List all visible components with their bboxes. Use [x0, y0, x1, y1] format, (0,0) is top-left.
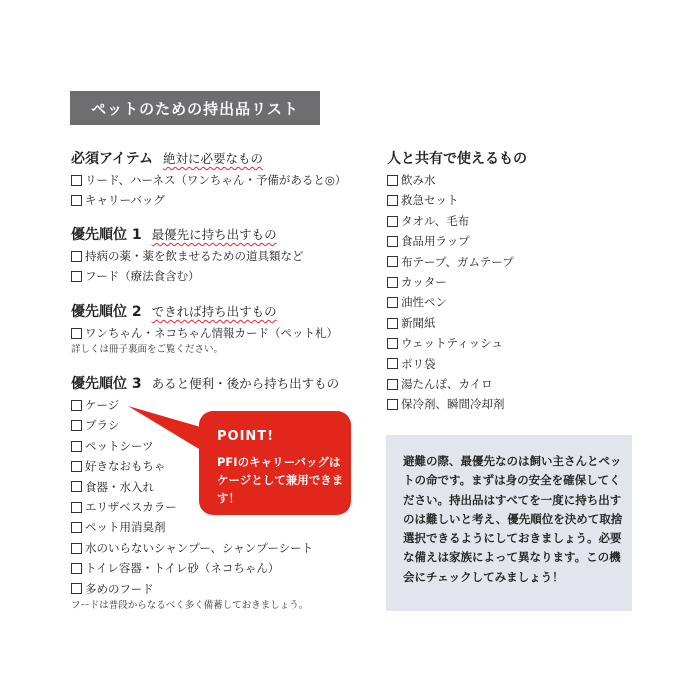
list-item[interactable]: 多めのフード: [71, 579, 339, 599]
checkbox[interactable]: [71, 251, 82, 262]
list-item[interactable]: 食器・水入れ: [71, 477, 339, 497]
list-item[interactable]: 油性ペン: [387, 292, 527, 312]
checkbox[interactable]: [71, 400, 82, 411]
page-title: ペットのための持出品リスト: [70, 91, 320, 125]
list-item[interactable]: エリザベスカラー: [71, 497, 339, 517]
section-note: フードは普段からなるべく多く備蓄しておきましょう。: [71, 600, 309, 612]
list-item[interactable]: 布テープ、ガムテープ: [387, 252, 527, 272]
list-item[interactable]: ケージ: [71, 395, 339, 415]
section-heading: 優先順位 3: [71, 376, 142, 392]
list-item[interactable]: トイレ容器・トイレ砂（ネコちゃん）: [71, 558, 339, 578]
list-item[interactable]: 飲み水: [387, 170, 527, 190]
checkbox[interactable]: [387, 338, 398, 349]
section-subtitle: できれば持ち出すもの: [151, 304, 277, 319]
checkbox[interactable]: [71, 420, 82, 431]
section-subtitle: あると便利・後から持ち出すもの: [151, 376, 340, 391]
point-text: PFIのキャリーバッグはケージとして兼用できます！: [217, 455, 344, 505]
checkbox[interactable]: [387, 236, 398, 247]
checkbox[interactable]: [387, 379, 398, 390]
checkbox[interactable]: [387, 216, 398, 227]
checkbox[interactable]: [71, 502, 82, 513]
list-item[interactable]: カッター: [387, 272, 527, 292]
list-item[interactable]: ウェットティッシュ: [387, 333, 527, 353]
checkbox[interactable]: [71, 175, 82, 186]
list-item[interactable]: 好きなおもちゃ: [71, 456, 339, 476]
list-item[interactable]: キャリーバッグ: [71, 190, 346, 210]
point-callout: [199, 411, 351, 515]
checkbox[interactable]: [71, 441, 82, 452]
checkbox[interactable]: [71, 271, 82, 282]
checkbox[interactable]: [387, 318, 398, 329]
callout-pointer: [128, 400, 208, 460]
checkbox[interactable]: [71, 461, 82, 472]
checkbox[interactable]: [71, 583, 82, 594]
checkbox[interactable]: [71, 563, 82, 574]
section-heading: 優先順位 2: [71, 304, 142, 320]
section-shared: [387, 148, 527, 415]
section-heading: 優先順位 1: [71, 227, 142, 243]
checkbox[interactable]: [387, 399, 398, 410]
list-item[interactable]: 新聞紙: [387, 313, 527, 333]
callout-tail: [128, 406, 204, 452]
checkbox[interactable]: [387, 175, 398, 186]
list-item[interactable]: 持病の薬・薬を飲ませるための道具類など: [71, 246, 304, 266]
advice-text: 避難の際、最優先なのは飼い主さんとペットの命です。まずは身の安全を確保してください。持出品はすべてを一度に持ち出すのは難しいと考え、優先順位を決めて取捨選択できるようにしておきましょう。必要な備えは家族によって異なります。この機会にチェックしてみましょう！: [403, 454, 623, 584]
checkbox[interactable]: [387, 195, 398, 206]
section-subtitle: 絶対に必要なもの: [163, 151, 264, 166]
list-item[interactable]: ペット用消臭剤: [71, 517, 339, 537]
advice-box: [386, 435, 632, 611]
list-item[interactable]: 救急セット: [387, 190, 527, 210]
section-heading: 必須アイテム: [71, 151, 154, 167]
checkbox[interactable]: [387, 277, 398, 288]
list-item[interactable]: ワンちゃん・ネコちゃん情報カード（ペット札）: [71, 323, 338, 343]
section-heading: 人と共有で使えるもの: [387, 151, 527, 167]
checkbox[interactable]: [71, 522, 82, 533]
point-title: POINT!: [217, 429, 275, 444]
list-item[interactable]: 湯たんぽ、カイロ: [387, 374, 527, 394]
checkbox[interactable]: [71, 328, 82, 339]
section-essential: [71, 148, 346, 211]
checkbox[interactable]: [387, 256, 398, 267]
list-item[interactable]: ペットシーツ: [71, 436, 339, 456]
list-item[interactable]: 水のいらないシャンプー、シャンプーシート: [71, 538, 339, 558]
checkbox[interactable]: [387, 358, 398, 369]
section-note: 詳しくは冊子裏面をご覧ください。: [71, 344, 224, 356]
list-item[interactable]: リード、ハーネス（ワンちゃん・予備があると◎）: [71, 170, 346, 190]
list-item[interactable]: フード（療法食含む）: [71, 266, 304, 286]
section-priority-1: [71, 224, 304, 287]
checkbox[interactable]: [71, 195, 82, 206]
checkbox[interactable]: [71, 481, 82, 492]
list-item[interactable]: タオル、毛布: [387, 211, 527, 231]
section-subtitle: 最優先に持ち出すもの: [151, 227, 277, 242]
list-item[interactable]: ポリ袋: [387, 354, 527, 374]
list-item[interactable]: 保冷剤、瞬間冷却剤: [387, 394, 527, 414]
list-item[interactable]: 食品用ラップ: [387, 231, 527, 251]
list-item[interactable]: ブラシ: [71, 415, 339, 435]
checkbox[interactable]: [387, 297, 398, 308]
section-priority-2: [71, 301, 338, 357]
checkbox[interactable]: [71, 543, 82, 554]
